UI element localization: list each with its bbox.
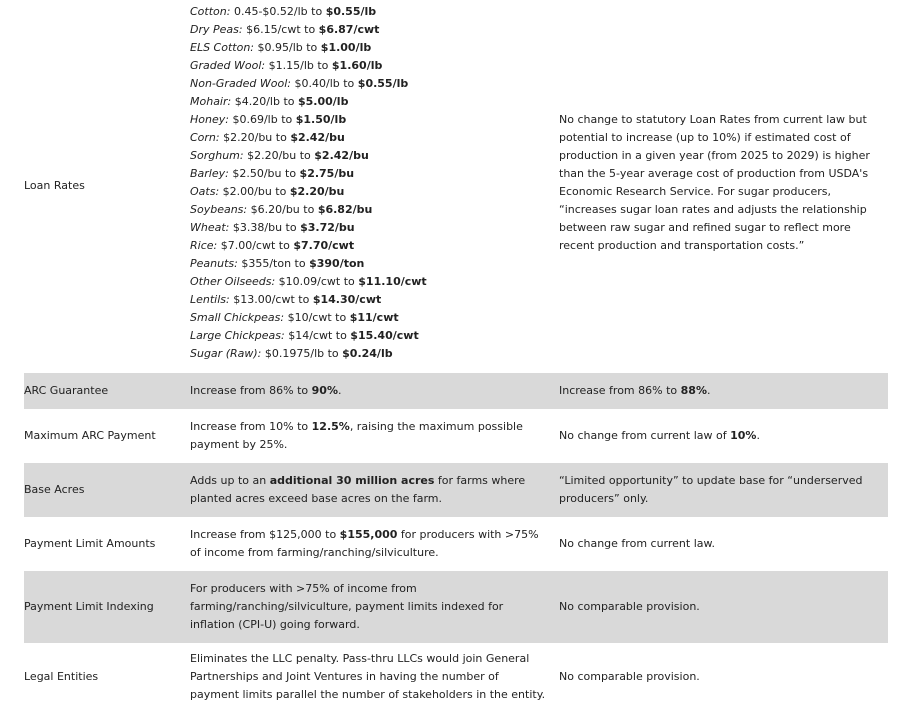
loan-rate-item [190, 3, 550, 21]
table-row [24, 571, 888, 643]
senate-cell: No change from current law. [559, 537, 715, 550]
row-label: Legal Entities [24, 670, 99, 683]
new-rate: $1.50/lb [295, 113, 347, 126]
current-rate: $0.69/lb to [228, 113, 296, 126]
loan-rate-item [190, 255, 550, 273]
current-rate: $6.15/cwt to [242, 23, 319, 36]
crop-name: Dry Peas: [190, 23, 243, 36]
new-rate: $3.72/bu [300, 221, 355, 234]
loan-rate-item [190, 129, 550, 147]
current-rate: $2.20/bu to [219, 131, 291, 144]
crop-name: Non-Graded Wool: [190, 77, 292, 90]
current-rate: $13.00/cwt to [229, 293, 313, 306]
loan-rate-item [190, 201, 550, 219]
crop-name: Sugar (Raw): [190, 347, 262, 360]
crop-name: Wheat: [190, 221, 230, 234]
row-label: Loan Rates [24, 179, 85, 192]
loan-rate-item [190, 345, 550, 363]
new-rate: $2.75/bu [299, 167, 355, 180]
current-rate: $1.15/lb to [265, 59, 332, 72]
row-label: Base Acres [24, 483, 85, 496]
new-rate: $14.30/cwt [312, 293, 382, 306]
loan-rate-item [190, 111, 550, 129]
new-rate: $6.82/bu [317, 203, 373, 216]
loan-rate-item [190, 39, 550, 57]
current-rate: $10.09/cwt to [275, 275, 359, 288]
senate-cell: Increase from 86% to 88%. [559, 384, 711, 397]
senate-cell: No comparable provision. [559, 670, 700, 683]
crop-name: Corn: [190, 131, 220, 144]
row-label: Maximum ARC Payment [24, 429, 156, 442]
current-rate: $0.95/lb to [254, 41, 321, 54]
house-cell: Increase from 86% to 90%. [190, 384, 342, 397]
new-rate: $1.60/lb [331, 59, 383, 72]
new-rate: $2.42/bu [290, 131, 345, 144]
current-rate: $6.20/bu to [247, 203, 318, 216]
house-cell: For producers with >75% of income from farming/ranching/silviculture, payment limits indexed for inflation (CPI-U) going forward. [190, 582, 504, 631]
row-label: Payment Limit Indexing [24, 600, 154, 613]
new-rate: $2.20/bu [289, 185, 345, 198]
senate-cell: “Limited opportunity” to update base for “underserved producers” only. [559, 474, 863, 505]
table-row [24, 409, 888, 463]
new-rate: $0.55/lb [325, 5, 377, 18]
current-rate: 0.45-$0.52/lb to [230, 5, 326, 18]
crop-name: Oats: [190, 185, 220, 198]
house-cell: Increase from $125,000 to $155,000 for producers with >75% of income from farming/ranching/silviculture. [190, 528, 539, 559]
loan-rate-item [190, 21, 550, 39]
loan-rate-item [190, 75, 550, 93]
new-rate: $11/cwt [349, 311, 399, 324]
crop-name: Small Chickpeas: [190, 311, 285, 324]
crop-name: Rice: [190, 239, 218, 252]
crop-name: Other Oilseeds: [190, 275, 276, 288]
current-rate: $4.20/lb to [231, 95, 298, 108]
new-rate: $2.42/bu [314, 149, 369, 162]
crop-name: Large Chickpeas: [190, 329, 285, 342]
crop-name: Lentils: [190, 293, 230, 306]
loan-rate-item [190, 219, 550, 237]
current-rate: $355/ton to [237, 257, 310, 270]
crop-name: Honey: [190, 113, 229, 126]
house-cell: Increase from 10% to 12.5%, raising the maximum possible payment by 25%. [190, 420, 523, 451]
new-rate: $390/ton [309, 257, 365, 270]
senate-cell: No change to statutory Loan Rates from current law but potential to increase (up to 10%) if estimated cost of production in a given year (from 2025 to 2029) is higher than the 5-year average cost of production from USDA's Economic Research Service. For sugar producers, “increases sugar loan rates and adjusts the relationship between raw sugar and refined sugar to reflect more recent production and transportation costs.” [559, 113, 870, 252]
table-row [24, 643, 888, 711]
loan-rate-item [190, 165, 550, 183]
table-row [24, 517, 888, 571]
loan-rate-item [190, 273, 550, 291]
new-rate: $15.40/cwt [350, 329, 419, 342]
loan-rate-item [190, 291, 550, 309]
current-rate: $0.1975/lb to [261, 347, 343, 360]
table-row [24, 0, 888, 372]
new-rate: $7.70/cwt [293, 239, 355, 252]
loan-rate-item [190, 57, 550, 75]
row-label: ARC Guarantee [24, 384, 109, 397]
current-rate: $2.20/bu to [243, 149, 315, 162]
loan-rate-list [190, 3, 550, 363]
loan-rate-item [190, 147, 550, 165]
loan-rate-item [190, 309, 550, 327]
row-label: Payment Limit Amounts [24, 537, 156, 550]
senate-cell: No comparable provision. [559, 600, 700, 613]
new-rate: $11.10/cwt [358, 275, 427, 288]
crop-name: Mohair: [190, 95, 232, 108]
new-rate: $0.55/lb [357, 77, 409, 90]
crop-name: Graded Wool: [190, 59, 266, 72]
table-row [24, 463, 888, 517]
crop-name: Barley: [190, 167, 229, 180]
crop-name: Soybeans: [190, 203, 248, 216]
new-rate: $6.87/cwt [318, 23, 380, 36]
current-rate: $2.00/bu to [219, 185, 290, 198]
crop-name: Cotton: [190, 5, 231, 18]
crop-name: Peanuts: [190, 257, 238, 270]
current-rate: $7.00/cwt to [217, 239, 294, 252]
loan-rate-item [190, 237, 550, 255]
loan-rate-item [190, 183, 550, 201]
loan-rate-item [190, 327, 550, 345]
senate-cell: No change from current law of 10%. [559, 429, 760, 442]
current-rate: $14/cwt to [284, 329, 351, 342]
new-rate: $1.00/lb [320, 41, 372, 54]
current-rate: $10/cwt to [284, 311, 350, 324]
current-rate: $2.50/bu to [228, 167, 300, 180]
current-rate: $0.40/lb to [291, 77, 358, 90]
loan-rate-item [190, 93, 550, 111]
current-rate: $3.38/bu to [229, 221, 301, 234]
house-cell: Eliminates the LLC penalty. Pass-thru LLCs would join General Partnerships and Joint Ventures in having the number of payment limits parallel the number of stakeholders in the entity. [190, 652, 546, 701]
new-rate: $0.24/lb [342, 347, 393, 360]
crop-name: ELS Cotton: [190, 41, 255, 54]
house-cell: Adds up to an additional 30 million acres for farms where planted acres exceed base acres on the farm. [190, 474, 526, 505]
table-row [24, 373, 888, 409]
new-rate: $5.00/lb [298, 95, 349, 108]
crop-name: Sorghum: [190, 149, 244, 162]
